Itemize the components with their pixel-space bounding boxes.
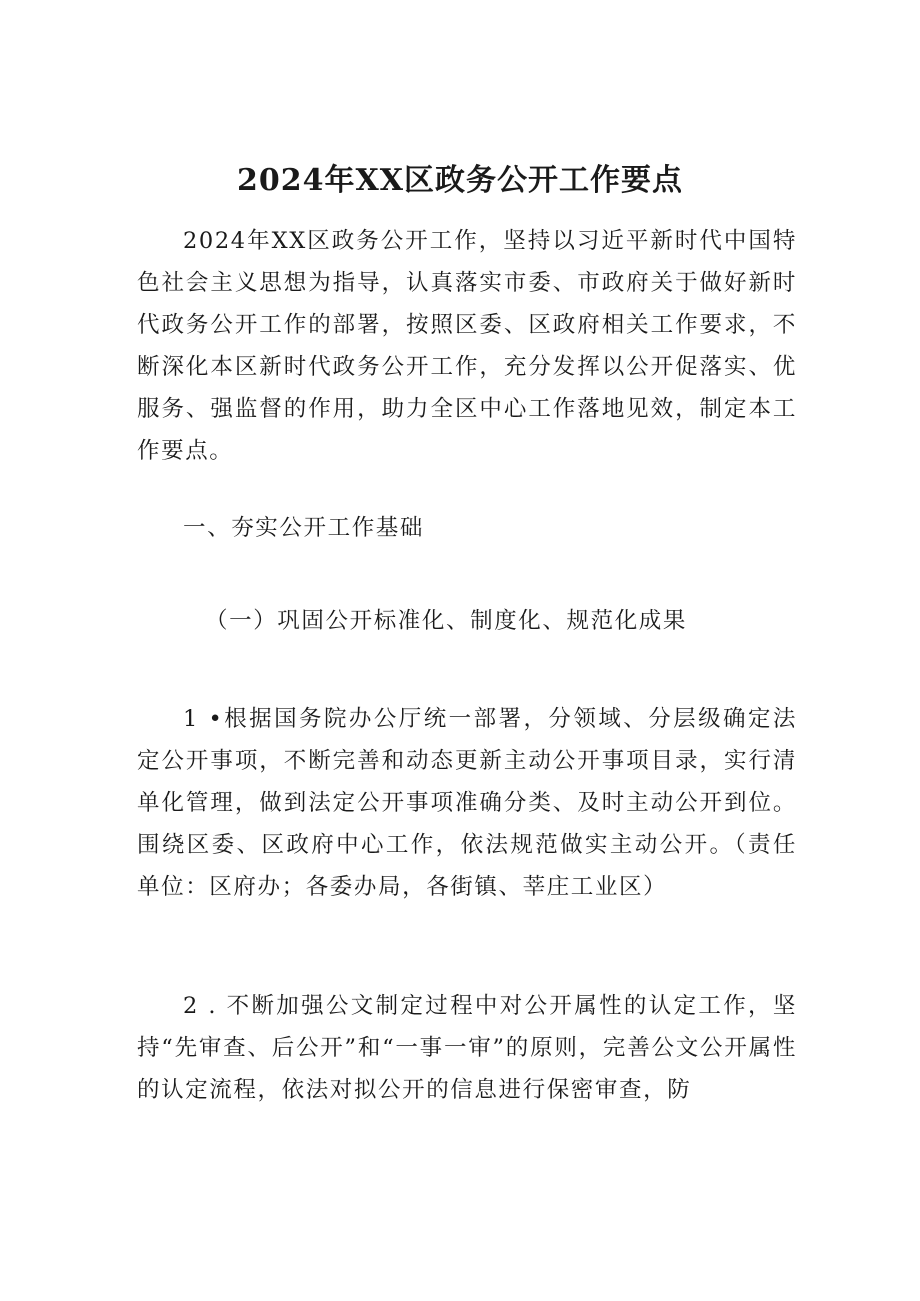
item-paragraph-1: 1 •根据国务院办公厅统一部署，分领域、分层级确定法定公开事项，不断完善和动态更新主动公开事项目录，实行清单化管理，做到法定公开事项准确分类、及时主动公开到位。围绕区委、区政府中心工作，依法规范做实主动公开。（责任单位：区府办；各委办局，各街镇、莘庄工业区） <box>137 706 797 900</box>
item-paragraph-2: 2 . 不断加强公文制定过程中对公开属性的认定工作，坚持“先审查、后公开”和“一事一审”的原则，完善公文公开属性的认定流程，依法对拟公开的信息进行保密审查，防 <box>137 993 797 1103</box>
document-title: 2024年XX区政务公开工作要点 <box>236 163 684 199</box>
subsection-heading: （一）巩固公开标准化、制度化、规范化成果 <box>205 608 688 634</box>
intro-paragraph: 2024年XX区政务公开工作，坚持以习近平新时代中国特色社会主义思想为指导，认真落实市委、市政府关于做好新时代政务公开工作的部署，按照区委、区政府相关工作要求，不断深化本区新时代政务公开工作，充分发挥以公开促落实、优服务、强监督的作用，助力全区中心工作落地见效，制定本工作要点。 <box>137 228 797 464</box>
section-heading: 一、夯实公开工作基础 <box>183 515 425 541</box>
